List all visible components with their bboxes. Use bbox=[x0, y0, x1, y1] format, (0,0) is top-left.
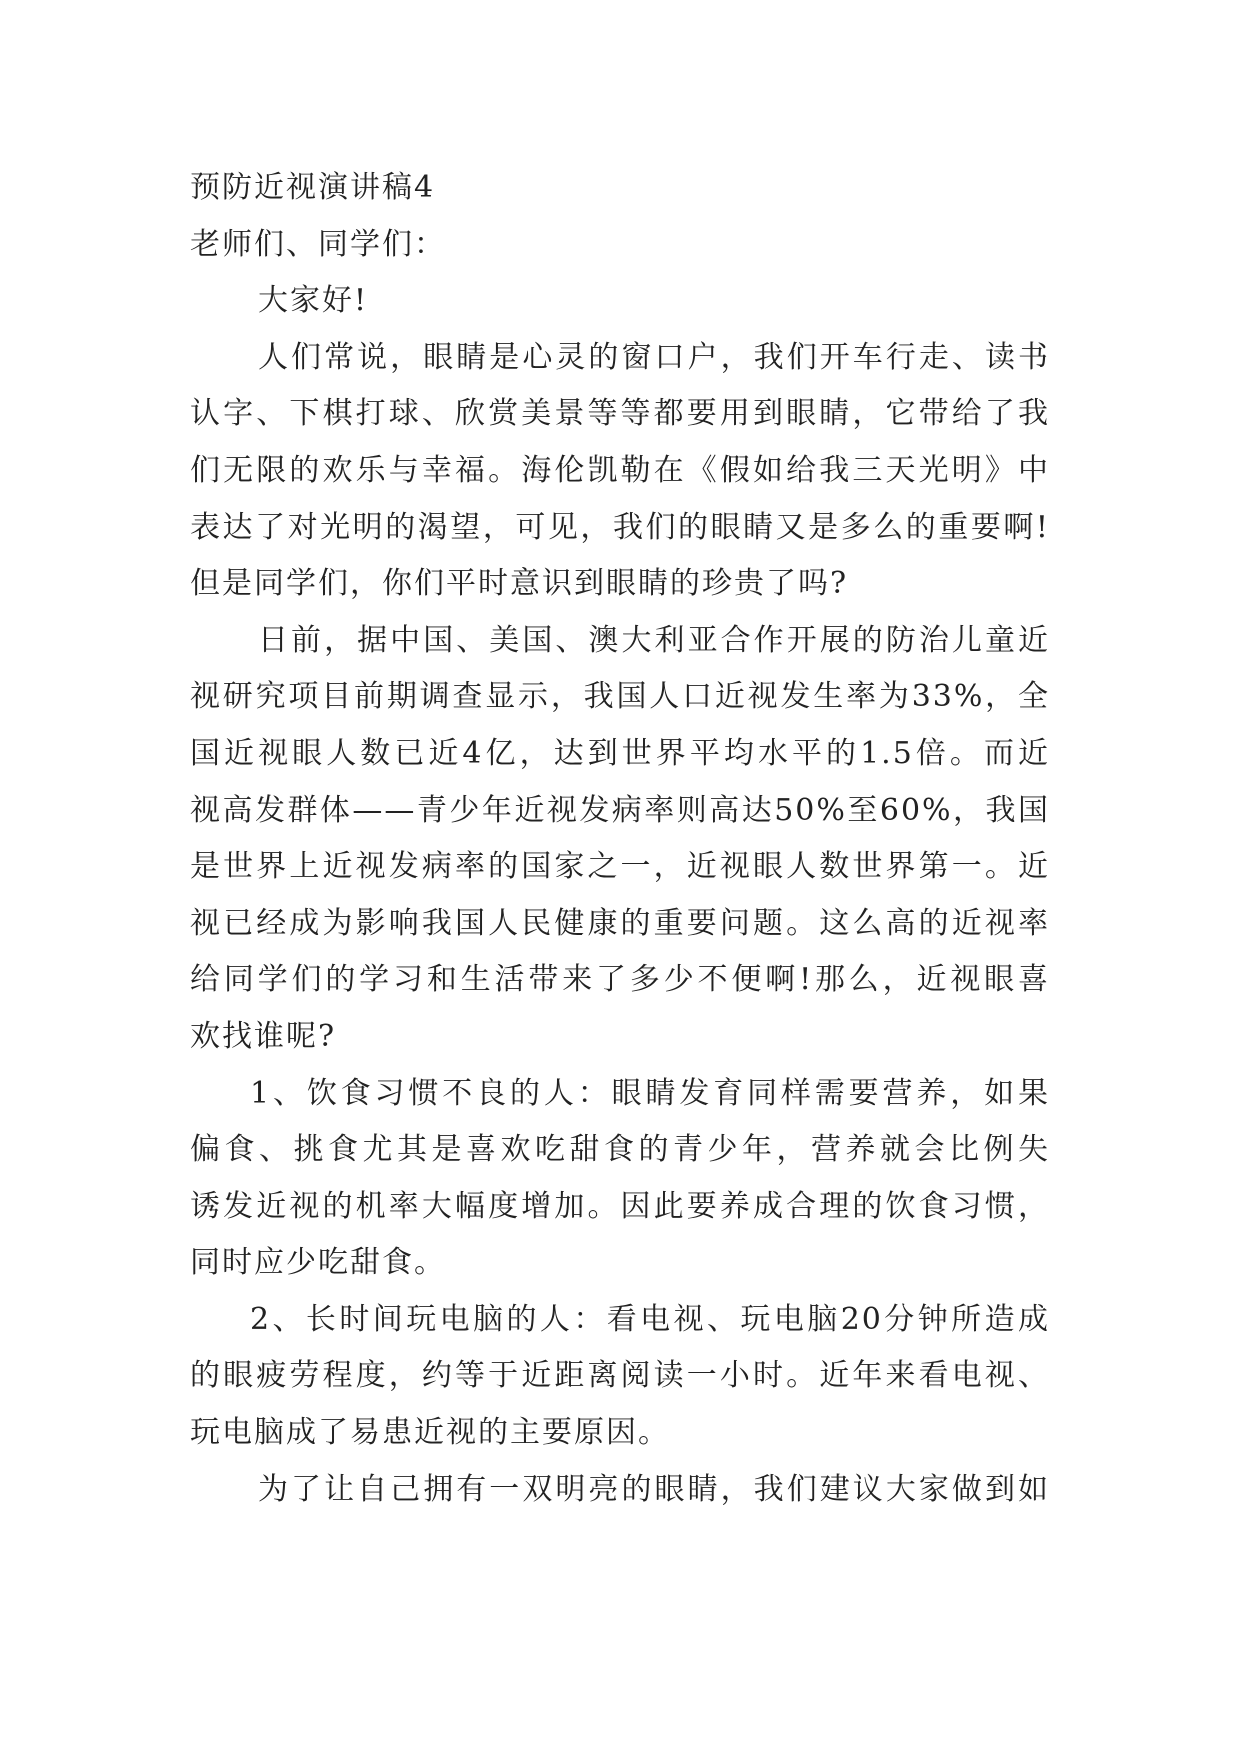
paragraph-line: 1、饮食习惯不良的人：眼睛发育同样需要营养，如果 bbox=[250, 1075, 1050, 1111]
paragraph-line: 国近视眼人数已近4亿，达到世界平均水平的1.5倍。而近 bbox=[190, 735, 1050, 771]
paragraph-line: 日前，据中国、美国、澳大利亚合作开展的防治儿童近 bbox=[258, 622, 1050, 658]
paragraph-line: 视研究项目前期调查显示，我国人口近视发生率为33%，全 bbox=[190, 679, 1050, 715]
document-title: 预防近视演讲稿4 bbox=[190, 170, 436, 205]
greeting: 大家好! bbox=[258, 283, 369, 319]
paragraph-5 bbox=[190, 1462, 1050, 1519]
paragraph-line: 是世界上近视发病率的国家之一，近视眼人数世界第一。近 bbox=[190, 849, 1050, 885]
paragraph-3 bbox=[190, 1066, 1050, 1292]
paragraph-line: 欢找谁呢? bbox=[190, 1018, 337, 1054]
paragraph-line: 认字、下棋打球、欣赏美景等等都要用到眼睛，它带给了我 bbox=[190, 396, 1050, 432]
paragraph-line: 视已经成为影响我国人民健康的重要问题。这么高的近视率 bbox=[190, 905, 1050, 941]
paragraph-1 bbox=[190, 330, 1050, 613]
paragraph-line: 们无限的欢乐与幸福。海伦凯勒在《假如给我三天光明》中 bbox=[190, 452, 1050, 488]
paragraph-line: 为了让自己拥有一双明亮的眼睛，我们建议大家做到如 bbox=[258, 1471, 1050, 1507]
paragraph-line: 偏食、挑食尤其是喜欢吃甜食的青少年，营养就会比例失 bbox=[190, 1132, 1050, 1168]
paragraph-line: 人们常说，眼睛是心灵的窗口户，我们开车行走、读书 bbox=[258, 339, 1050, 375]
paragraph-2 bbox=[190, 613, 1050, 1066]
paragraph-line: 同时应少吃甜食。 bbox=[190, 1245, 446, 1281]
salutation: 老师们、同学们： bbox=[190, 226, 446, 262]
paragraph-line: 玩电脑成了易患近视的主要原因。 bbox=[190, 1415, 670, 1451]
document-body bbox=[190, 160, 1050, 1518]
paragraph-line: 给同学们的学习和生活带来了多少不便啊!那么，近视眼喜 bbox=[190, 962, 1050, 998]
paragraph-line: 视高发群体——青少年近视发病率则高达50%至60%，我国 bbox=[190, 792, 1050, 828]
paragraph-4 bbox=[190, 1292, 1050, 1462]
paragraph-line: 的眼疲劳程度，约等于近距离阅读一小时。近年来看电视、 bbox=[190, 1358, 1050, 1394]
paragraph-line: 诱发近视的机率大幅度增加。因此要养成合理的饮食习惯， bbox=[190, 1188, 1050, 1224]
paragraph-line: 表达了对光明的渴望，可见，我们的眼睛又是多么的重要啊! bbox=[190, 509, 1050, 545]
paragraph-line: 2、长时间玩电脑的人：看电视、玩电脑20分钟所造成 bbox=[250, 1301, 1050, 1337]
paragraph-line: 但是同学们，你们平时意识到眼睛的珍贵了吗? bbox=[190, 566, 849, 602]
